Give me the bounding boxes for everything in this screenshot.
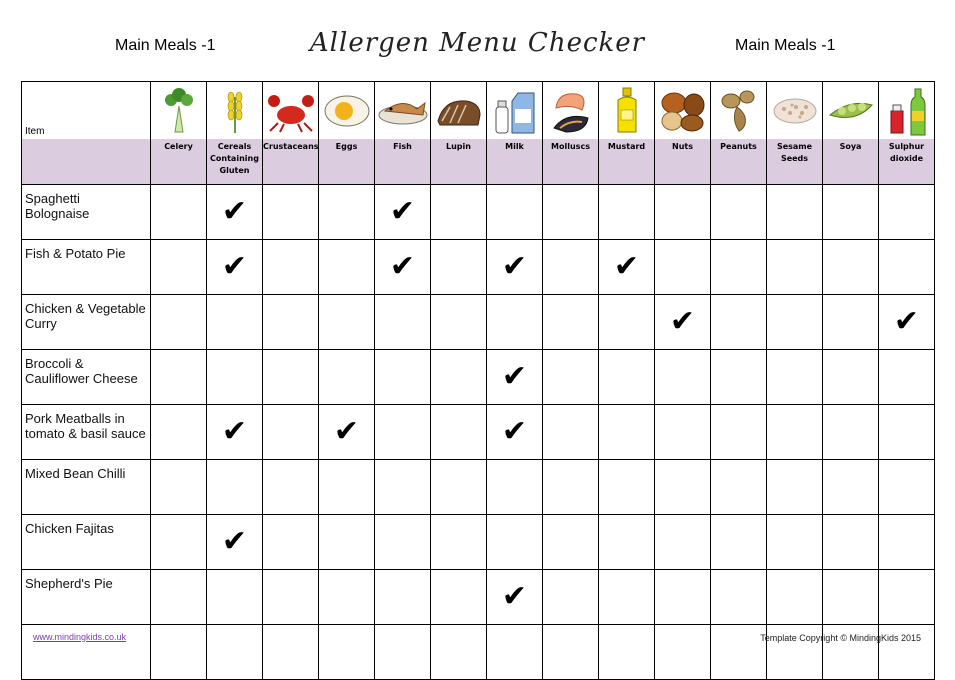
- empty-cell: [375, 570, 431, 625]
- empty-cell: [543, 625, 599, 680]
- empty-cell: [879, 570, 935, 625]
- empty-cell: [711, 240, 767, 295]
- empty-cell: [375, 405, 431, 460]
- header-left-title: Main Meals -1: [115, 37, 216, 54]
- empty-cell: [823, 350, 879, 405]
- allergen-label-molluscs: Molluscs: [543, 139, 599, 185]
- empty-cell: [655, 185, 711, 240]
- empty-cell: [263, 295, 319, 350]
- empty-cell: [263, 570, 319, 625]
- item-name: Pork Meatballs in tomato & basil sauce: [22, 405, 151, 460]
- allergen-label-milk: Milk: [487, 139, 543, 185]
- empty-cell: [151, 570, 207, 625]
- allergen-label-fish: Fish: [375, 139, 431, 185]
- empty-cell: [711, 295, 767, 350]
- empty-cell: [655, 460, 711, 515]
- peanut-icon: [711, 82, 767, 140]
- empty-cell: [599, 405, 655, 460]
- empty-cell: [655, 405, 711, 460]
- celery-icon: [151, 82, 207, 140]
- empty-cell: [599, 350, 655, 405]
- empty-cell: [823, 570, 879, 625]
- empty-cell: [375, 460, 431, 515]
- empty-cell: [879, 515, 935, 570]
- allergen-label-celery: Celery: [151, 139, 207, 185]
- empty-cell: [207, 460, 263, 515]
- copyright-text: Template Copyright © MindingKids 2015: [760, 633, 921, 643]
- allergen-label-soya: Soya: [823, 139, 879, 185]
- check-mark-icon: ✔: [375, 185, 431, 240]
- allergen-table: [21, 81, 935, 680]
- empty-cell: [543, 515, 599, 570]
- empty-cell: [263, 240, 319, 295]
- egg-icon: [319, 82, 375, 140]
- empty-cell: [431, 405, 487, 460]
- empty-cell: [207, 295, 263, 350]
- table-row: [22, 570, 935, 625]
- empty-cell: [431, 350, 487, 405]
- empty-cell: [431, 460, 487, 515]
- empty-cell: [767, 185, 823, 240]
- empty-cell: [599, 625, 655, 680]
- allergen-label-lupin: Lupin: [431, 139, 487, 185]
- fish-icon: [375, 82, 431, 140]
- check-mark-icon: ✔: [207, 515, 263, 570]
- header-right-title: Main Meals -1: [735, 37, 836, 54]
- page-title: Allergen Menu Checker: [309, 28, 646, 58]
- empty-cell: [767, 295, 823, 350]
- allergen-label-sulphur-dioxide: Sulphur dioxide: [879, 139, 935, 185]
- empty-cell: [375, 350, 431, 405]
- table-row: [22, 515, 935, 570]
- check-mark-icon: ✔: [879, 295, 935, 350]
- empty-cell: [319, 295, 375, 350]
- table-row: [22, 295, 935, 350]
- icon-header-row: [22, 82, 935, 140]
- label-row-spacer: [22, 139, 151, 185]
- empty-cell: [543, 295, 599, 350]
- empty-cell: [207, 350, 263, 405]
- bottles-icon: [879, 82, 935, 140]
- mustard-icon: [599, 82, 655, 140]
- empty-cell: [151, 295, 207, 350]
- empty-cell: [767, 460, 823, 515]
- allergen-label-peanuts: Peanuts: [711, 139, 767, 185]
- empty-cell: [431, 515, 487, 570]
- empty-cell: [431, 625, 487, 680]
- table-row: [22, 185, 935, 240]
- empty-cell: [319, 185, 375, 240]
- check-mark-icon: ✔: [207, 405, 263, 460]
- empty-cell: [543, 350, 599, 405]
- empty-cell: [207, 570, 263, 625]
- allergen-label-eggs: Eggs: [319, 139, 375, 185]
- empty-cell: [431, 570, 487, 625]
- empty-cell: [543, 405, 599, 460]
- empty-cell: [487, 515, 543, 570]
- website-link[interactable]: www.mindingkids.co.uk: [33, 632, 127, 642]
- empty-cell: [711, 570, 767, 625]
- empty-cell: [599, 570, 655, 625]
- empty-cell: [543, 460, 599, 515]
- table-row: [22, 460, 935, 515]
- table-row: [22, 405, 935, 460]
- empty-cell: [711, 185, 767, 240]
- milk-icon: [487, 82, 543, 140]
- empty-cell: [151, 515, 207, 570]
- empty-cell: [823, 515, 879, 570]
- empty-cell: [319, 625, 375, 680]
- check-mark-icon: ✔: [375, 240, 431, 295]
- empty-cell: [655, 570, 711, 625]
- empty-cell: [487, 460, 543, 515]
- empty-cell: [823, 295, 879, 350]
- empty-cell: [599, 295, 655, 350]
- check-mark-icon: ✔: [319, 405, 375, 460]
- empty-cell: [767, 515, 823, 570]
- empty-cell: [431, 295, 487, 350]
- empty-cell: [263, 515, 319, 570]
- empty-cell: [879, 460, 935, 515]
- item-name: Fish & Potato Pie: [22, 240, 151, 295]
- allergen-label-cereals-containing-gluten: Cereals Containing Gluten: [207, 139, 263, 185]
- allergen-label-crustaceans: Crustaceans: [263, 139, 319, 185]
- empty-cell: [823, 460, 879, 515]
- empty-cell: [711, 405, 767, 460]
- empty-cell: [711, 350, 767, 405]
- allergen-label-sesame-seeds: Sesame Seeds: [767, 139, 823, 185]
- empty-cell: [263, 185, 319, 240]
- empty-cell: [599, 515, 655, 570]
- empty-cell: [487, 185, 543, 240]
- empty-cell: [823, 405, 879, 460]
- empty-cell: [375, 515, 431, 570]
- empty-cell: [487, 625, 543, 680]
- empty-cell: [655, 625, 711, 680]
- item-name: Broccoli & Cauliflower Cheese: [22, 350, 151, 405]
- empty-cell: [151, 460, 207, 515]
- empty-cell: [319, 240, 375, 295]
- nuts-icon: [655, 82, 711, 140]
- empty-cell: [599, 185, 655, 240]
- bread-icon: [431, 82, 487, 140]
- allergen-label-row: [22, 139, 935, 185]
- empty-cell: [655, 350, 711, 405]
- empty-cell: [655, 240, 711, 295]
- table-row: [22, 240, 935, 295]
- empty-cell: [767, 240, 823, 295]
- empty-cell: [151, 405, 207, 460]
- empty-cell: [767, 570, 823, 625]
- wheat-icon: [207, 82, 263, 140]
- check-mark-icon: ✔: [487, 405, 543, 460]
- empty-cell: [711, 625, 767, 680]
- empty-cell: [543, 570, 599, 625]
- empty-cell: [263, 350, 319, 405]
- sesame-icon: [767, 82, 823, 140]
- empty-cell: [823, 185, 879, 240]
- empty-cell: [711, 515, 767, 570]
- empty-cell: [431, 185, 487, 240]
- check-mark-icon: ✔: [487, 240, 543, 295]
- item-name: Shepherd's Pie: [22, 570, 151, 625]
- item-name: Mixed Bean Chilli: [22, 460, 151, 515]
- empty-cell: [263, 460, 319, 515]
- lobster-icon: [263, 82, 319, 140]
- empty-cell: [711, 460, 767, 515]
- item-column-header: Item: [22, 82, 151, 140]
- check-mark-icon: ✔: [487, 350, 543, 405]
- item-name: Chicken Fajitas: [22, 515, 151, 570]
- empty-cell: [431, 240, 487, 295]
- empty-cell: [599, 460, 655, 515]
- empty-cell: [879, 185, 935, 240]
- empty-cell: [543, 240, 599, 295]
- empty-cell: [487, 295, 543, 350]
- empty-cell: [767, 350, 823, 405]
- empty-cell: [375, 625, 431, 680]
- check-mark-icon: ✔: [487, 570, 543, 625]
- empty-cell: [319, 570, 375, 625]
- empty-cell: [543, 185, 599, 240]
- allergen-label-nuts: Nuts: [655, 139, 711, 185]
- empty-cell: [151, 240, 207, 295]
- item-name: Chicken & Vegetable Curry: [22, 295, 151, 350]
- empty-cell: [823, 240, 879, 295]
- check-mark-icon: ✔: [599, 240, 655, 295]
- empty-cell: [151, 185, 207, 240]
- empty-cell: [263, 625, 319, 680]
- empty-cell: [319, 515, 375, 570]
- empty-cell: [319, 350, 375, 405]
- empty-cell: [655, 515, 711, 570]
- table-row: [22, 350, 935, 405]
- empty-cell: [207, 625, 263, 680]
- check-mark-icon: ✔: [655, 295, 711, 350]
- empty-cell: [879, 405, 935, 460]
- shellfish-icon: [543, 82, 599, 140]
- allergen-label-mustard: Mustard: [599, 139, 655, 185]
- empty-cell: [879, 350, 935, 405]
- check-mark-icon: ✔: [207, 185, 263, 240]
- soya-icon: [823, 82, 879, 140]
- empty-cell: [319, 460, 375, 515]
- empty-cell: [263, 405, 319, 460]
- item-name: Spaghetti Bolognaise: [22, 185, 151, 240]
- check-mark-icon: ✔: [207, 240, 263, 295]
- empty-cell: [767, 405, 823, 460]
- empty-cell: [375, 295, 431, 350]
- empty-cell: [879, 240, 935, 295]
- empty-cell: [151, 350, 207, 405]
- empty-cell: [151, 625, 207, 680]
